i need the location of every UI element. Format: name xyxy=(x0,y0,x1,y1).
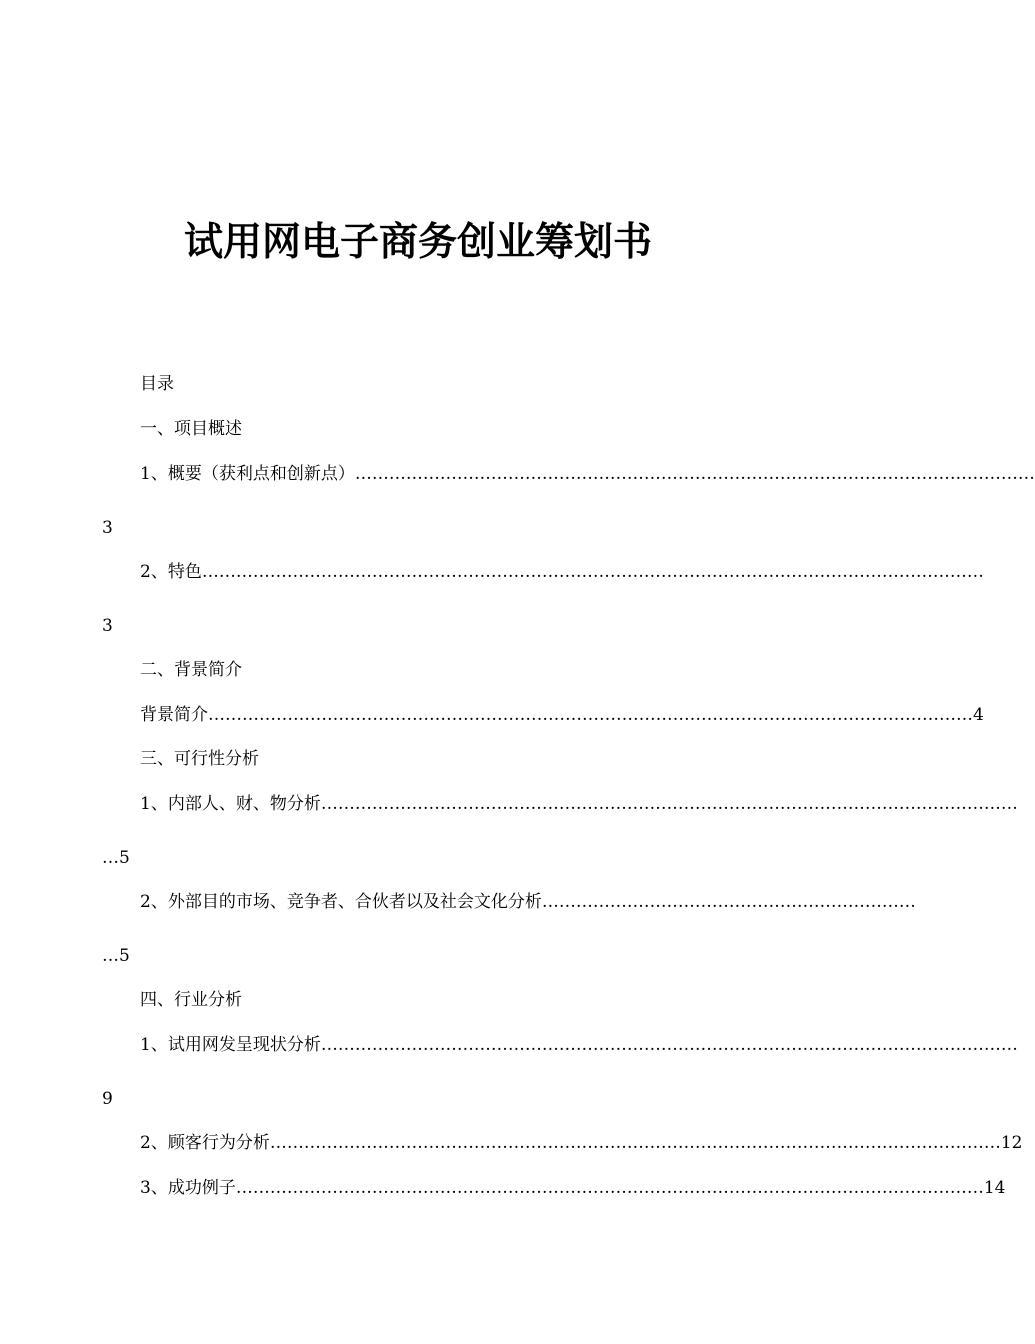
document-title: 试用网电子商务创业筹划书 xyxy=(184,220,653,265)
dot-leader: …………………………………………………………………………………………………………… xyxy=(320,1035,1018,1055)
toc-section-1: 一、项目概述 xyxy=(140,419,242,439)
dot-leader: ………………………………………………………………………………………………………… xyxy=(354,464,1035,484)
toc-page-number: 12 xyxy=(1000,1133,1023,1153)
dot-leader: ………………………………………………………………………………………………………………… xyxy=(269,1133,1001,1153)
toc-entry-features[interactable] xyxy=(140,561,984,583)
toc-page-number: 3 xyxy=(102,616,113,636)
toc-page-number: …5 xyxy=(102,848,130,868)
toc-entry-label: 2、顾客行为分析 xyxy=(140,1133,270,1153)
dot-leader: …………………………………………………………………………………………………………………… xyxy=(235,1178,984,1198)
toc-entry-internal-analysis[interactable] xyxy=(140,793,1018,815)
dot-leader: ………………………………………………………………………………………………………………………… xyxy=(201,562,984,582)
toc-entry-overview[interactable] xyxy=(140,463,1035,485)
toc-entry-label: 背景简介 xyxy=(140,705,208,725)
toc-page-number: 9 xyxy=(102,1089,113,1109)
dot-leader: …………………………………………………………………………………………………………… xyxy=(320,794,1018,814)
toc-entry-label: 1、概要（获利点和创新点） xyxy=(140,464,355,484)
toc-entry-background[interactable] xyxy=(140,704,984,726)
toc-entry-label: 2、特色 xyxy=(140,562,202,582)
dot-leader: ……………………………………………………………………………………………………………………… xyxy=(208,705,973,725)
toc-entry-label: 3、成功例子 xyxy=(140,1178,236,1198)
toc-entry-status-analysis[interactable] xyxy=(140,1034,1018,1056)
toc-entry-success-cases[interactable] xyxy=(140,1177,1006,1199)
toc-entry-customer-behavior[interactable] xyxy=(140,1132,1023,1154)
toc-heading: 目录 xyxy=(140,374,174,394)
toc-entry-label: 1、试用网发呈现状分析 xyxy=(140,1035,321,1055)
dot-leader: ………………………………………………………… xyxy=(541,892,916,912)
toc-page-number: 3 xyxy=(102,518,113,538)
toc-section-3: 三、可行性分析 xyxy=(140,749,259,769)
toc-entry-label: 2、外部目的市场、竞争者、合伙者以及社会文化分析 xyxy=(140,892,542,912)
toc-entry-external-analysis[interactable] xyxy=(140,891,916,913)
toc-page-number: 14 xyxy=(983,1178,1006,1198)
toc-page-number: …5 xyxy=(102,946,130,966)
toc-section-4: 四、行业分析 xyxy=(140,990,242,1010)
toc-entry-label: 1、内部人、财、物分析 xyxy=(140,794,321,814)
toc-section-2: 二、背景简介 xyxy=(140,660,242,680)
toc-page-number: 4 xyxy=(973,705,984,725)
